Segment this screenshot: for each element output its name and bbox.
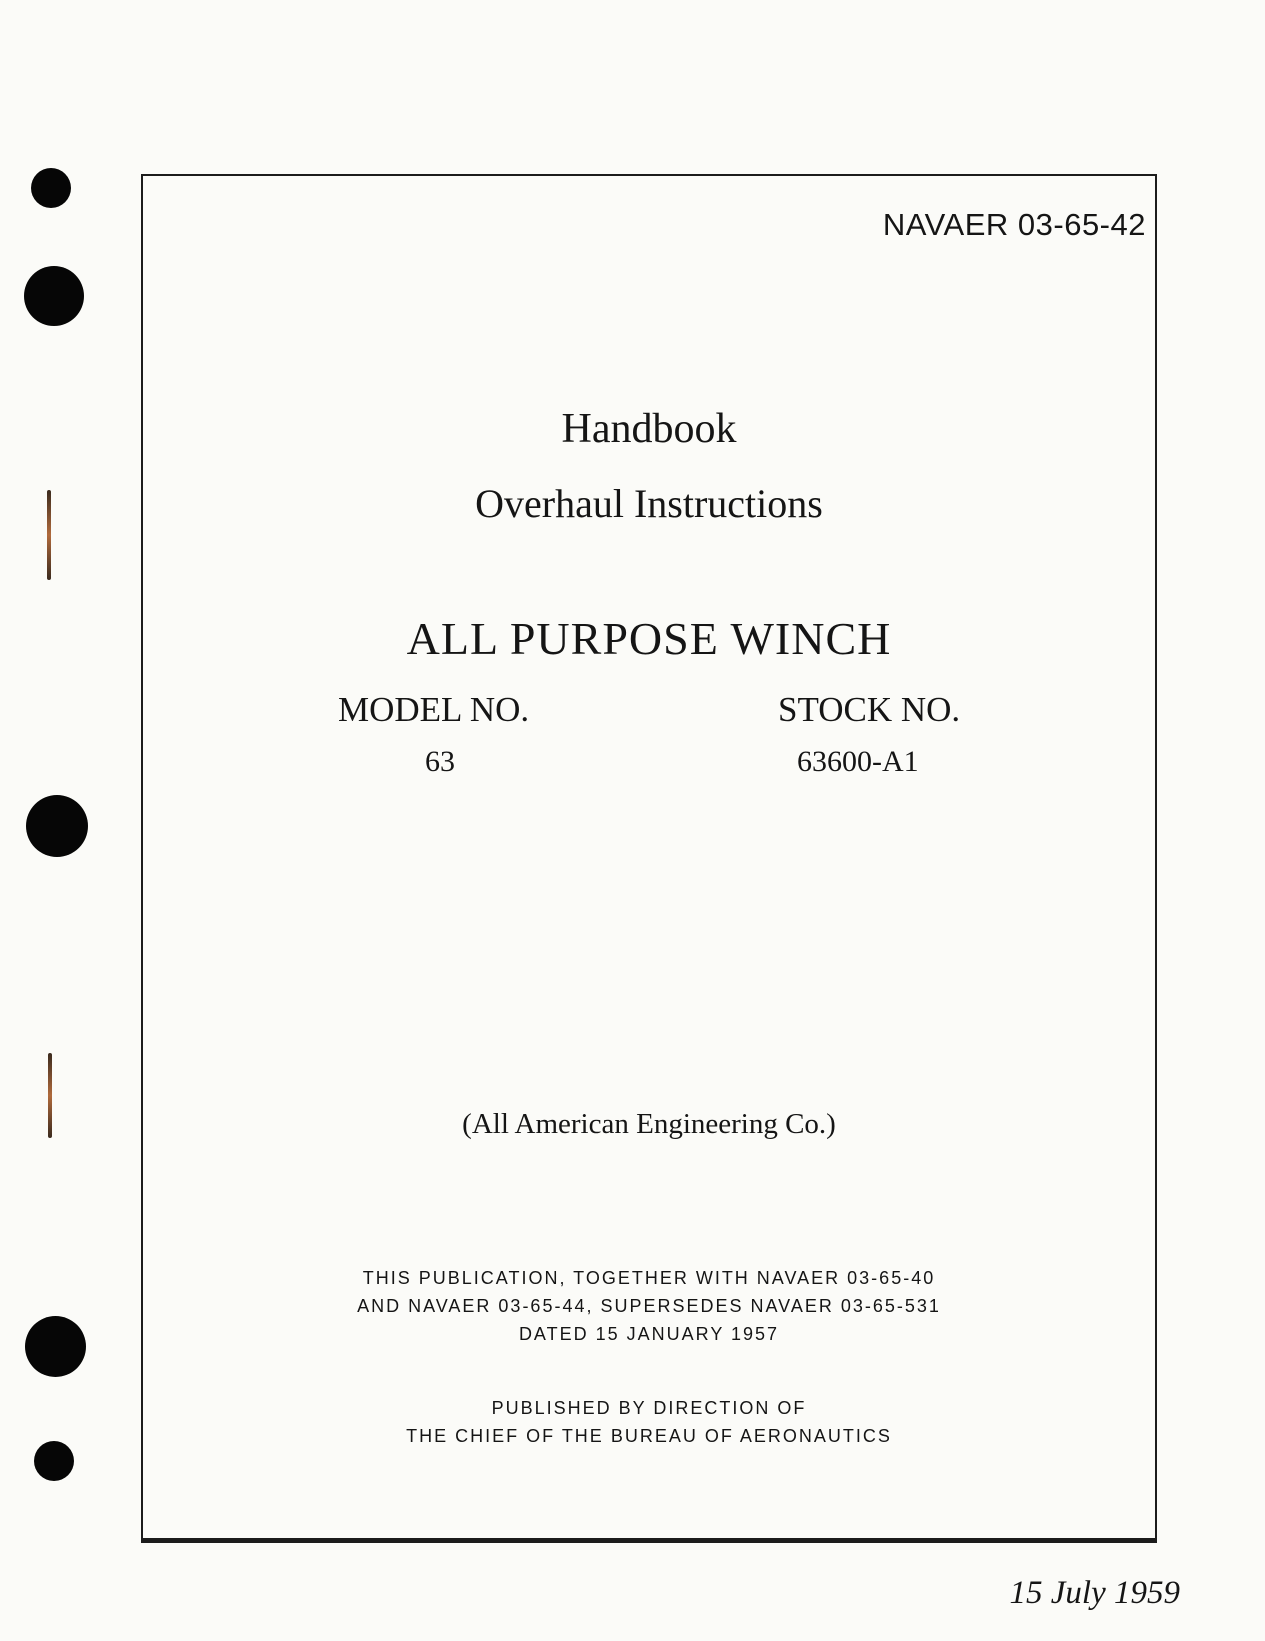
published-line: PUBLISHED BY DIRECTION OF	[491, 1398, 807, 1418]
publication-authority	[141, 1394, 1157, 1450]
published-line: THE CHIEF OF THE BUREAU OF AERONAUTICS	[406, 1426, 892, 1446]
stock-label: STOCK NO.	[778, 690, 961, 729]
binder-hole-1	[31, 168, 71, 208]
frame-bottom-rule	[141, 1540, 1157, 1543]
staple-top	[47, 490, 51, 580]
binder-hole-4	[25, 1316, 86, 1377]
binder-hole-3	[26, 795, 88, 857]
stock-value: 63600-A1	[797, 745, 919, 778]
manufacturer: (All American Engineering Co.)	[462, 1108, 836, 1140]
model-value: 63	[425, 745, 455, 778]
supersedes-line: AND NAVAER 03-65-44, SUPERSEDES NAVAER 03-65-531	[357, 1296, 941, 1316]
model-label: MODEL NO.	[338, 690, 530, 729]
page-title: ALL PURPOSE WINCH	[406, 613, 892, 664]
subtitle: Overhaul Instructions	[475, 481, 823, 526]
supersedes-notice	[141, 1264, 1157, 1348]
binder-hole-2	[24, 266, 84, 326]
handbook-heading: Handbook	[561, 406, 737, 452]
publication-date: 15 July 1959	[1009, 1575, 1180, 1611]
staple-bottom	[48, 1053, 52, 1138]
supersedes-line: DATED 15 JANUARY 1957	[518, 1324, 780, 1344]
binder-hole-5	[34, 1441, 74, 1481]
document-number: NAVAER 03-65-42	[882, 207, 1146, 242]
supersedes-line: THIS PUBLICATION, TOGETHER WITH NAVAER 03-65-40	[362, 1268, 936, 1288]
